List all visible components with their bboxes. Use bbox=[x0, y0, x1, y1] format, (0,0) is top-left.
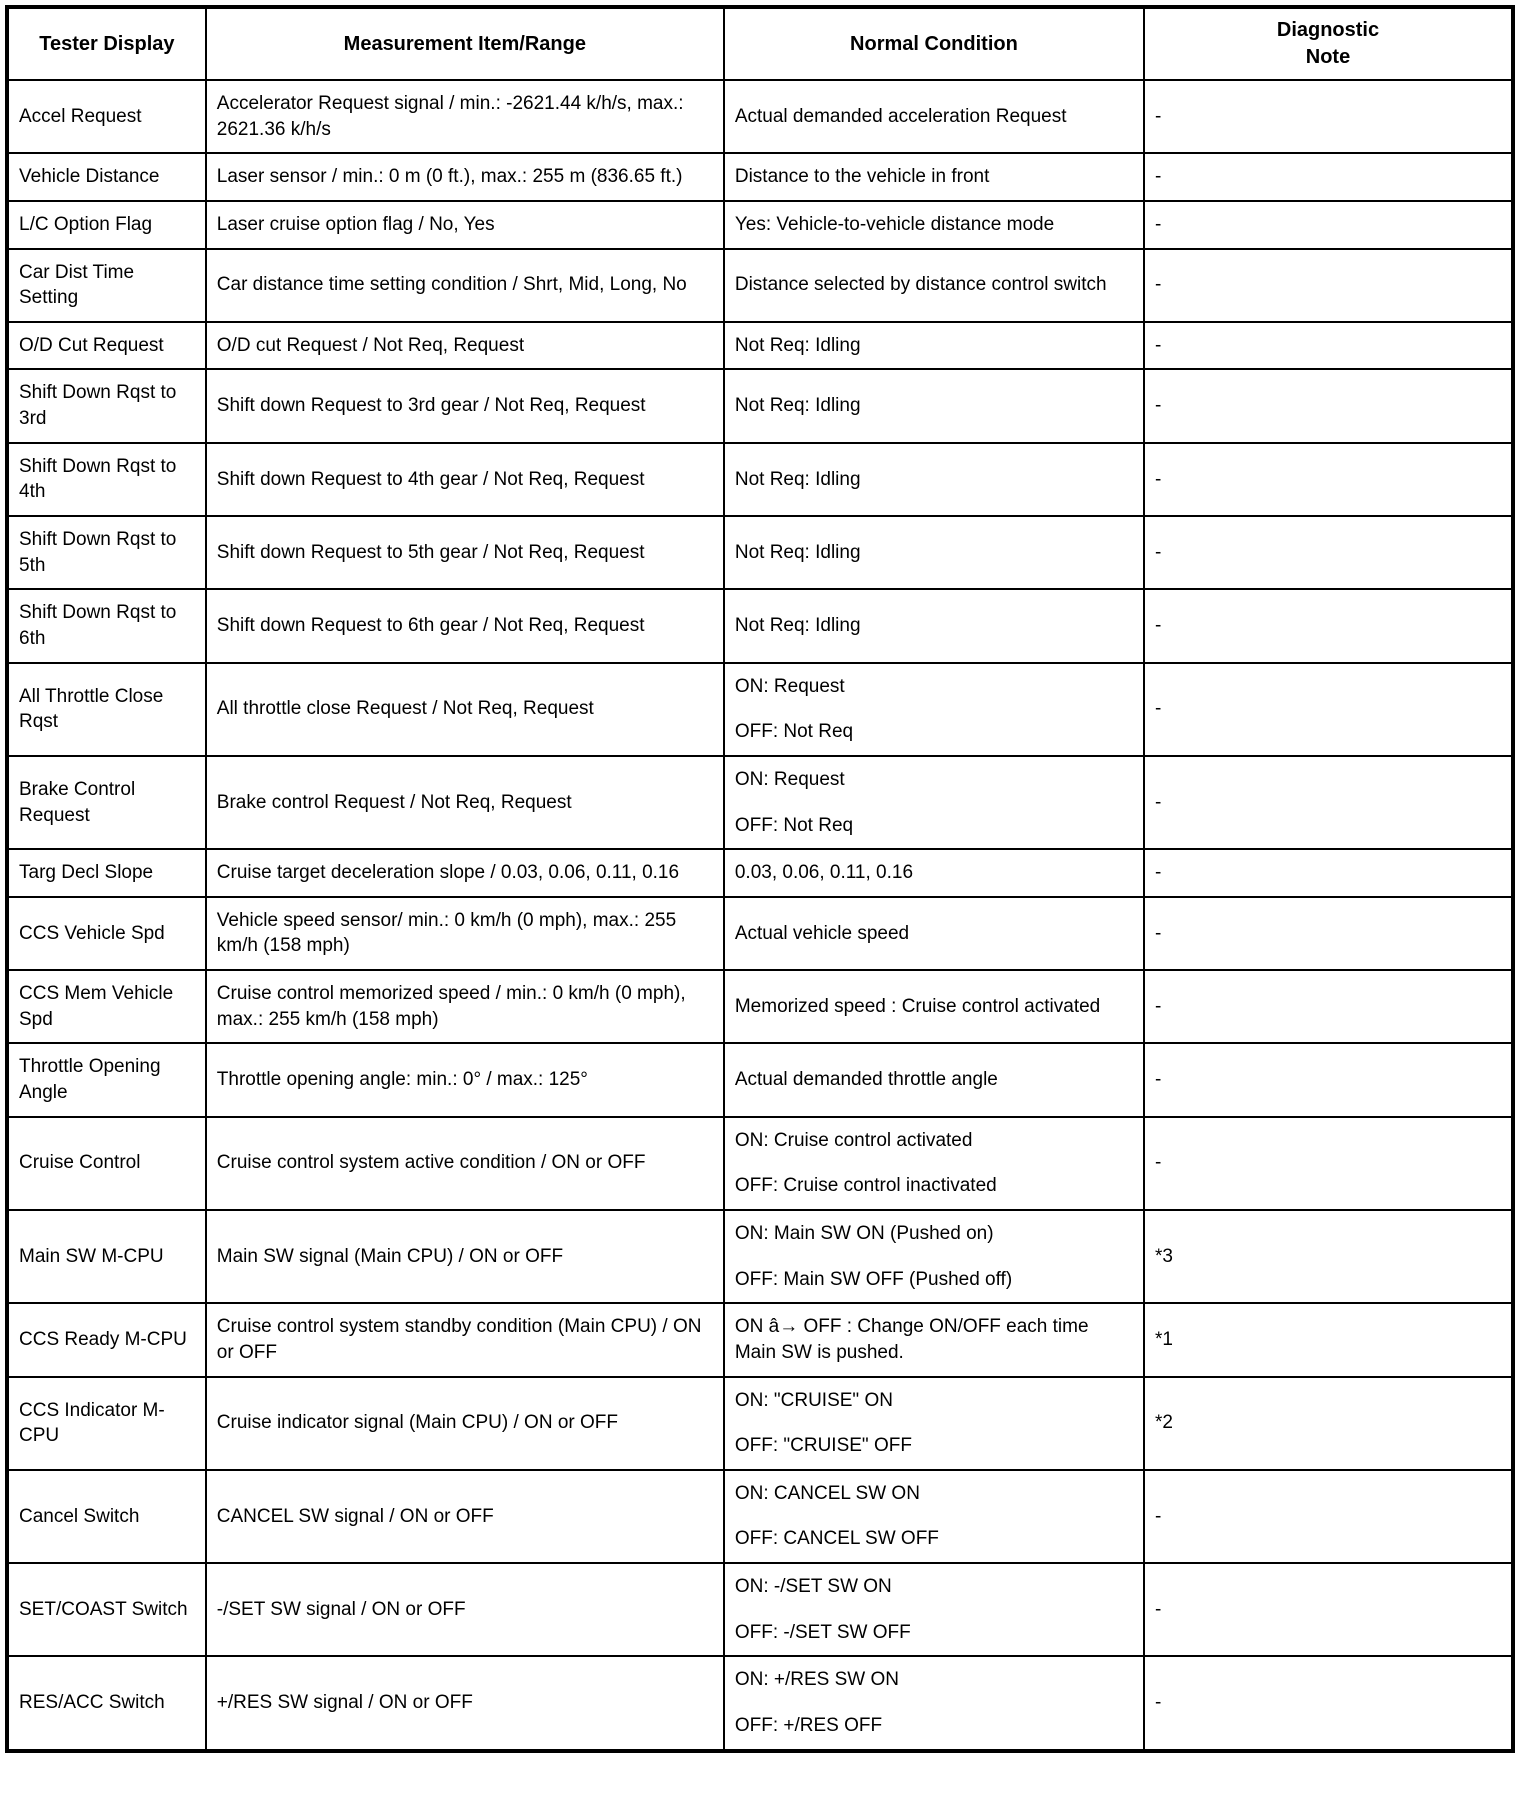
normal-condition-line: ON: -/SET SW ON bbox=[734, 1576, 892, 1598]
cell-tester-display: O/D Cut Request bbox=[7, 322, 206, 370]
table-row bbox=[7, 1303, 1513, 1376]
cell-measurement-item-range: Shift down Request to 4th gear / Not Req, Request bbox=[206, 443, 724, 516]
cell-measurement-item-range: +/RES SW signal / ON or OFF bbox=[206, 1656, 724, 1750]
table-row bbox=[7, 249, 1513, 322]
cell-normal-condition bbox=[724, 516, 1144, 589]
normal-condition-line: OFF: Cruise control inactivated bbox=[734, 1175, 997, 1197]
normal-condition-line: Not Req: Idling bbox=[734, 541, 861, 563]
cell-tester-display: Main SW M-CPU bbox=[7, 1210, 206, 1303]
cell-tester-display: CCS Indicator M-CPU bbox=[7, 1377, 206, 1470]
cell-diagnostic-note: *3 bbox=[1144, 1210, 1513, 1303]
normal-condition-line: ON: "CRUISE" ON bbox=[734, 1389, 893, 1411]
normal-condition-line: OFF: Not Req bbox=[734, 721, 854, 743]
cell-diagnostic-note: - bbox=[1144, 322, 1513, 370]
diagnostic-data-list-table bbox=[5, 5, 1515, 1753]
normal-condition-line: OFF: -/SET SW OFF bbox=[734, 1621, 911, 1643]
cell-normal-condition bbox=[724, 589, 1144, 662]
table-row bbox=[7, 80, 1513, 153]
cell-measurement-item-range: Cruise control memorized speed / min.: 0 km/h (0 mph), max.: 255 km/h (158 mph) bbox=[206, 970, 724, 1043]
normal-condition-line: OFF: Main SW OFF (Pushed off) bbox=[734, 1268, 1013, 1290]
cell-diagnostic-note: - bbox=[1144, 1043, 1513, 1116]
cell-tester-display: Vehicle Distance bbox=[7, 153, 206, 201]
normal-condition-line: 0.03, 0.06, 0.11, 0.16 bbox=[734, 862, 914, 884]
cell-diagnostic-note: *2 bbox=[1144, 1377, 1513, 1470]
cell-measurement-item-range: -/SET SW signal / ON or OFF bbox=[206, 1563, 724, 1656]
cell-diagnostic-note: - bbox=[1144, 153, 1513, 201]
cell-measurement-item-range: Throttle opening angle: min.: 0° / max.: 125° bbox=[206, 1043, 724, 1116]
cell-diagnostic-note: - bbox=[1144, 1563, 1513, 1656]
table-row bbox=[7, 970, 1513, 1043]
cell-diagnostic-note: - bbox=[1144, 756, 1513, 849]
normal-condition-line: OFF: Not Req bbox=[734, 814, 854, 836]
cell-normal-condition bbox=[724, 1303, 1144, 1376]
cell-tester-display: Throttle Opening Angle bbox=[7, 1043, 206, 1116]
cell-diagnostic-note: - bbox=[1144, 201, 1513, 249]
table-row bbox=[7, 153, 1513, 201]
cell-normal-condition bbox=[724, 80, 1144, 153]
cell-normal-condition bbox=[724, 897, 1144, 970]
cell-tester-display: Shift Down Rqst to 4th bbox=[7, 443, 206, 516]
cell-measurement-item-range: O/D cut Request / Not Req, Request bbox=[206, 322, 724, 370]
normal-condition-line: Actual vehicle speed bbox=[734, 922, 910, 944]
normal-condition-line: OFF: "CRUISE" OFF bbox=[734, 1435, 912, 1457]
table-row bbox=[7, 663, 1513, 756]
table-row bbox=[7, 1377, 1513, 1470]
cell-diagnostic-note: - bbox=[1144, 849, 1513, 897]
cell-normal-condition bbox=[724, 663, 1144, 756]
normal-condition-line: Actual demanded throttle angle bbox=[734, 1069, 998, 1091]
table-row bbox=[7, 516, 1513, 589]
normal-condition-line: ON: CANCEL SW ON bbox=[734, 1482, 920, 1504]
normal-condition-line: Not Req: Idling bbox=[734, 334, 861, 356]
table-row bbox=[7, 849, 1513, 897]
cell-normal-condition bbox=[724, 756, 1144, 849]
col-header-normal-condition: Normal Condition bbox=[724, 7, 1144, 80]
cell-measurement-item-range: Accelerator Request signal / min.: -2621.44 k/h/s, max.: 2621.36 k/h/s bbox=[206, 80, 724, 153]
cell-tester-display: Shift Down Rqst to 5th bbox=[7, 516, 206, 589]
cell-measurement-item-range: Main SW signal (Main CPU) / ON or OFF bbox=[206, 1210, 724, 1303]
table-row bbox=[7, 1656, 1513, 1750]
cell-measurement-item-range: Shift down Request to 5th gear / Not Req, Request bbox=[206, 516, 724, 589]
table-body bbox=[7, 80, 1513, 1751]
cell-tester-display: RES/ACC Switch bbox=[7, 1656, 206, 1750]
cell-normal-condition bbox=[724, 970, 1144, 1043]
cell-normal-condition bbox=[724, 1470, 1144, 1563]
cell-diagnostic-note: - bbox=[1144, 80, 1513, 153]
normal-condition-line: ON: Request bbox=[734, 768, 845, 790]
col-header-diagnostic-note bbox=[1144, 7, 1513, 80]
table-row bbox=[7, 1470, 1513, 1563]
cell-diagnostic-note: - bbox=[1144, 663, 1513, 756]
cell-diagnostic-note: - bbox=[1144, 516, 1513, 589]
cell-tester-display: SET/COAST Switch bbox=[7, 1563, 206, 1656]
normal-condition-line: Yes: Vehicle-to-vehicle distance mode bbox=[734, 213, 1055, 235]
cell-diagnostic-note: *1 bbox=[1144, 1303, 1513, 1376]
cell-tester-display: Cancel Switch bbox=[7, 1470, 206, 1563]
cell-tester-display: Accel Request bbox=[7, 80, 206, 153]
cell-normal-condition bbox=[724, 249, 1144, 322]
cell-normal-condition bbox=[724, 1043, 1144, 1116]
col-header-measurement-item-range: Measurement Item/Range bbox=[206, 7, 724, 80]
table-row bbox=[7, 1117, 1513, 1210]
cell-tester-display: Targ Decl Slope bbox=[7, 849, 206, 897]
cell-diagnostic-note: - bbox=[1144, 1656, 1513, 1750]
cell-measurement-item-range: All throttle close Request / Not Req, Request bbox=[206, 663, 724, 756]
cell-measurement-item-range: Vehicle speed sensor/ min.: 0 km/h (0 mph), max.: 255 km/h (158 mph) bbox=[206, 897, 724, 970]
cell-tester-display: Car Dist Time Setting bbox=[7, 249, 206, 322]
col-header-diagnostic-note-label: Diagnostic Note bbox=[1276, 19, 1380, 68]
cell-tester-display: L/C Option Flag bbox=[7, 201, 206, 249]
header-row bbox=[7, 7, 1513, 80]
normal-condition-line: OFF: CANCEL SW OFF bbox=[734, 1528, 939, 1550]
normal-condition-line: Not Req: Idling bbox=[734, 395, 861, 417]
normal-condition-line: ON â→ OFF : Change ON/OFF each time Main SW is pushed. bbox=[734, 1316, 1089, 1363]
cell-diagnostic-note: - bbox=[1144, 589, 1513, 662]
col-header-tester-display: Tester Display bbox=[7, 7, 206, 80]
cell-measurement-item-range: Brake control Request / Not Req, Request bbox=[206, 756, 724, 849]
cell-tester-display: CCS Mem Vehicle Spd bbox=[7, 970, 206, 1043]
cell-normal-condition bbox=[724, 1656, 1144, 1750]
table-row bbox=[7, 443, 1513, 516]
cell-diagnostic-note: - bbox=[1144, 897, 1513, 970]
normal-condition-line: ON: Request bbox=[734, 675, 845, 697]
cell-normal-condition bbox=[724, 153, 1144, 201]
cell-measurement-item-range: Cruise indicator signal (Main CPU) / ON or OFF bbox=[206, 1377, 724, 1470]
table-header bbox=[7, 7, 1513, 80]
normal-condition-line: ON: +/RES SW ON bbox=[734, 1669, 900, 1691]
cell-normal-condition bbox=[724, 322, 1144, 370]
table-row bbox=[7, 1210, 1513, 1303]
table-row bbox=[7, 1043, 1513, 1116]
normal-condition-line: Distance to the vehicle in front bbox=[734, 166, 990, 188]
cell-measurement-item-range: Shift down Request to 3rd gear / Not Req, Request bbox=[206, 369, 724, 442]
cell-normal-condition bbox=[724, 369, 1144, 442]
cell-diagnostic-note: - bbox=[1144, 369, 1513, 442]
table-row bbox=[7, 1563, 1513, 1656]
cell-tester-display: Shift Down Rqst to 3rd bbox=[7, 369, 206, 442]
cell-measurement-item-range: Cruise control system standby condition (Main CPU) / ON or OFF bbox=[206, 1303, 724, 1376]
table-row bbox=[7, 322, 1513, 370]
cell-normal-condition bbox=[724, 201, 1144, 249]
cell-tester-display: CCS Vehicle Spd bbox=[7, 897, 206, 970]
cell-tester-display: Shift Down Rqst to 6th bbox=[7, 589, 206, 662]
cell-measurement-item-range: Cruise target deceleration slope / 0.03, 0.06, 0.11, 0.16 bbox=[206, 849, 724, 897]
cell-diagnostic-note: - bbox=[1144, 1117, 1513, 1210]
cell-diagnostic-note: - bbox=[1144, 970, 1513, 1043]
cell-normal-condition bbox=[724, 1563, 1144, 1656]
cell-tester-display: Brake Control Request bbox=[7, 756, 206, 849]
normal-condition-line: OFF: +/RES OFF bbox=[734, 1714, 883, 1736]
cell-measurement-item-range: Laser cruise option flag / No, Yes bbox=[206, 201, 724, 249]
cell-normal-condition bbox=[724, 849, 1144, 897]
normal-condition-line: Memorized speed : Cruise control activated bbox=[734, 995, 1101, 1017]
cell-tester-display: CCS Ready M-CPU bbox=[7, 1303, 206, 1376]
normal-condition-line: Not Req: Idling bbox=[734, 468, 861, 490]
cell-normal-condition bbox=[724, 443, 1144, 516]
cell-diagnostic-note: - bbox=[1144, 1470, 1513, 1563]
cell-measurement-item-range: Shift down Request to 6th gear / Not Req, Request bbox=[206, 589, 724, 662]
table-row bbox=[7, 897, 1513, 970]
normal-condition-line: Distance selected by distance control switch bbox=[734, 274, 1107, 296]
table-row bbox=[7, 201, 1513, 249]
cell-measurement-item-range: CANCEL SW signal / ON or OFF bbox=[206, 1470, 724, 1563]
cell-tester-display: Cruise Control bbox=[7, 1117, 206, 1210]
cell-tester-display: All Throttle Close Rqst bbox=[7, 663, 206, 756]
table-row bbox=[7, 756, 1513, 849]
normal-condition-line: ON: Main SW ON (Pushed on) bbox=[734, 1222, 994, 1244]
cell-measurement-item-range: Car distance time setting condition / Shrt, Mid, Long, No bbox=[206, 249, 724, 322]
normal-condition-line: ON: Cruise control activated bbox=[734, 1129, 973, 1151]
cell-measurement-item-range: Laser sensor / min.: 0 m (0 ft.), max.: 255 m (836.65 ft.) bbox=[206, 153, 724, 201]
cell-normal-condition bbox=[724, 1210, 1144, 1303]
cell-diagnostic-note: - bbox=[1144, 249, 1513, 322]
cell-normal-condition bbox=[724, 1117, 1144, 1210]
table-row bbox=[7, 369, 1513, 442]
cell-diagnostic-note: - bbox=[1144, 443, 1513, 516]
normal-condition-line: Actual demanded acceleration Request bbox=[734, 105, 1067, 127]
normal-condition-line: Not Req: Idling bbox=[734, 615, 861, 637]
cell-normal-condition bbox=[724, 1377, 1144, 1470]
cell-measurement-item-range: Cruise control system active condition / ON or OFF bbox=[206, 1117, 724, 1210]
table-row bbox=[7, 589, 1513, 662]
